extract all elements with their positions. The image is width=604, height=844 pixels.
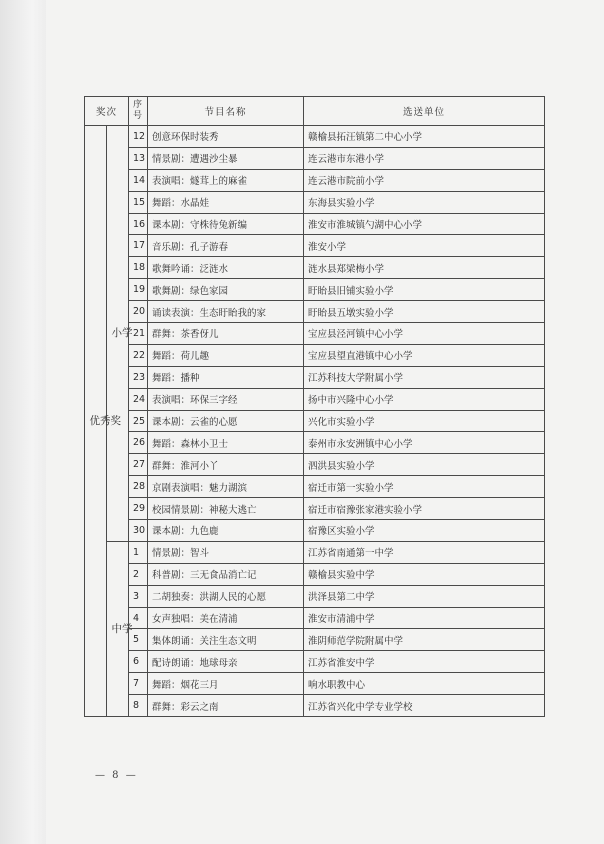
unit-cell: 盱眙县五墩实验小学 [304,301,545,323]
table-row [85,169,545,191]
seq-cell: 22 [129,344,148,366]
seq-cell: 28 [129,476,148,498]
table-row [85,257,545,279]
program-cell: 舞蹈：荷儿趣 [148,344,304,366]
table-row [85,607,545,629]
unit-cell: 宝应县泾河镇中心小学 [304,323,545,345]
program-cell: 情景剧：遭遇沙尘暴 [148,147,304,169]
unit-cell: 泗洪县实验小学 [304,454,545,476]
unit-cell: 淮安市清浦中学 [304,607,545,629]
awards-table [84,96,545,717]
program-cell: 表演唱：环保三字经 [148,388,304,410]
table-row [85,695,545,717]
table-row [85,388,545,410]
table-row [85,520,545,542]
unit-cell: 淮安市淮城镇勺湖中心小学 [304,213,545,235]
unit-cell: 涟水县郑梁梅小学 [304,257,545,279]
table-row [85,454,545,476]
table-row [85,301,545,323]
seq-cell: 16 [129,213,148,235]
table-header-row [85,97,545,126]
seq-cell: 18 [129,257,148,279]
table-row [85,279,545,301]
seq-cell: 1 [129,541,148,563]
seq-cell: 3 [129,585,148,607]
seq-cell: 24 [129,388,148,410]
table-row [85,563,545,585]
seq-cell: 20 [129,301,148,323]
school-level-cell [107,541,133,716]
seq-cell: 4 [129,607,148,629]
program-cell: 二胡独奏：洪湖人民的心愿 [148,585,304,607]
seq-cell: 19 [129,279,148,301]
unit-cell: 宝应县望直港镇中心小学 [304,344,545,366]
unit-cell: 江苏省兴化中学专业学校 [304,695,545,717]
unit-cell: 赣榆县拓汪镇第二中心小学 [304,126,545,148]
unit-cell: 淮安小学 [304,235,545,257]
table-row [85,147,545,169]
unit-cell: 东海县实验小学 [304,191,545,213]
seq-cell: 2 [129,563,148,585]
seq-cell: 15 [129,191,148,213]
program-cell: 舞蹈：烟花三月 [148,673,304,695]
program-cell: 配诗朗诵：地球母亲 [148,651,304,673]
table-body [85,126,545,717]
table-row [85,344,545,366]
table-row [85,323,545,345]
school-level-label: 小学 [111,327,133,340]
table-row [85,585,545,607]
table-row [85,476,545,498]
header-award: 奖次 [85,97,129,126]
program-cell: 群舞：茶香伢儿 [148,323,304,345]
program-cell: 创意环保时装秀 [148,126,304,148]
seq-cell: 13 [129,147,148,169]
header-program: 节目名称 [148,97,304,126]
program-cell: 科普剧：三无食品消亡记 [148,563,304,585]
unit-cell: 兴化市实验小学 [304,410,545,432]
table-row [85,213,545,235]
table-row [85,673,545,695]
program-cell: 音乐剧：孔子游春 [148,235,304,257]
header-unit: 选送单位 [304,97,545,126]
program-cell: 课本剧：九色鹿 [148,520,304,542]
program-cell: 舞蹈：森林小卫士 [148,432,304,454]
program-cell: 表演唱：燧茸上的麻雀 [148,169,304,191]
program-cell: 女声独唱：美在清浦 [148,607,304,629]
table-row [85,410,545,432]
unit-cell: 洪泽县第二中学 [304,585,545,607]
unit-cell: 江苏科技大学附属小学 [304,366,545,388]
table-row [85,629,545,651]
table-row [85,541,545,563]
table-row [85,235,545,257]
program-cell: 群舞：彩云之南 [148,695,304,717]
table-row [85,498,545,520]
program-cell: 舞蹈：水晶娃 [148,191,304,213]
program-cell: 歌舞吟诵：泛涟水 [148,257,304,279]
unit-cell: 连云港市院前小学 [304,169,545,191]
unit-cell: 连云港市东港小学 [304,147,545,169]
school-level-label: 中学 [111,622,133,635]
page-binding-edge [0,0,47,844]
unit-cell: 宿豫区实验小学 [304,520,545,542]
unit-cell: 赣榆县实验中学 [304,563,545,585]
award-level-cell [85,126,121,717]
program-cell: 群舞：淮河小丫 [148,454,304,476]
unit-cell: 江苏省南通第一中学 [304,541,545,563]
program-cell: 情景剧：智斗 [148,541,304,563]
award-level-label: 优秀奖 [89,415,121,428]
seq-cell: 30 [129,520,148,542]
seq-cell: 27 [129,454,148,476]
unit-cell: 响水职教中心 [304,673,545,695]
header-seq: 序号 [129,97,148,126]
unit-cell: 泰州市永安洲镇中心小学 [304,432,545,454]
table-row [85,432,545,454]
unit-cell: 江苏省淮安中学 [304,651,545,673]
seq-cell: 6 [129,651,148,673]
program-cell: 诵读表演：生态盱眙我的家 [148,301,304,323]
seq-cell: 21 [129,323,148,345]
program-cell: 课本剧：守株待兔新编 [148,213,304,235]
program-cell: 歌舞剧：绿色家园 [148,279,304,301]
seq-cell: 26 [129,432,148,454]
program-cell: 课本剧：云雀的心愿 [148,410,304,432]
seq-cell: 7 [129,673,148,695]
program-cell: 京剧表演唱：魅力湖滨 [148,476,304,498]
seq-cell: 29 [129,498,148,520]
unit-cell: 扬中市兴隆中心小学 [304,388,545,410]
page-number: — 8 — [95,770,138,781]
seq-cell: 5 [129,629,148,651]
program-cell: 校园情景剧：神秘大逃亡 [148,498,304,520]
seq-cell: 23 [129,366,148,388]
seq-cell: 8 [129,695,148,717]
unit-cell: 盱眙县旧铺实验小学 [304,279,545,301]
table-row [85,191,545,213]
program-cell: 集体朗诵：关注生态文明 [148,629,304,651]
table-row [85,126,545,148]
school-level-cell [107,126,133,542]
unit-cell: 宿迁市第一实验小学 [304,476,545,498]
table-row [85,651,545,673]
unit-cell: 宿迁市宿豫张家港实验小学 [304,498,545,520]
seq-cell: 14 [129,169,148,191]
seq-cell: 12 [129,126,148,148]
seq-cell: 17 [129,235,148,257]
unit-cell: 淮阴师范学院附属中学 [304,629,545,651]
seq-cell: 25 [129,410,148,432]
program-cell: 舞蹈：播种 [148,366,304,388]
table-row [85,366,545,388]
